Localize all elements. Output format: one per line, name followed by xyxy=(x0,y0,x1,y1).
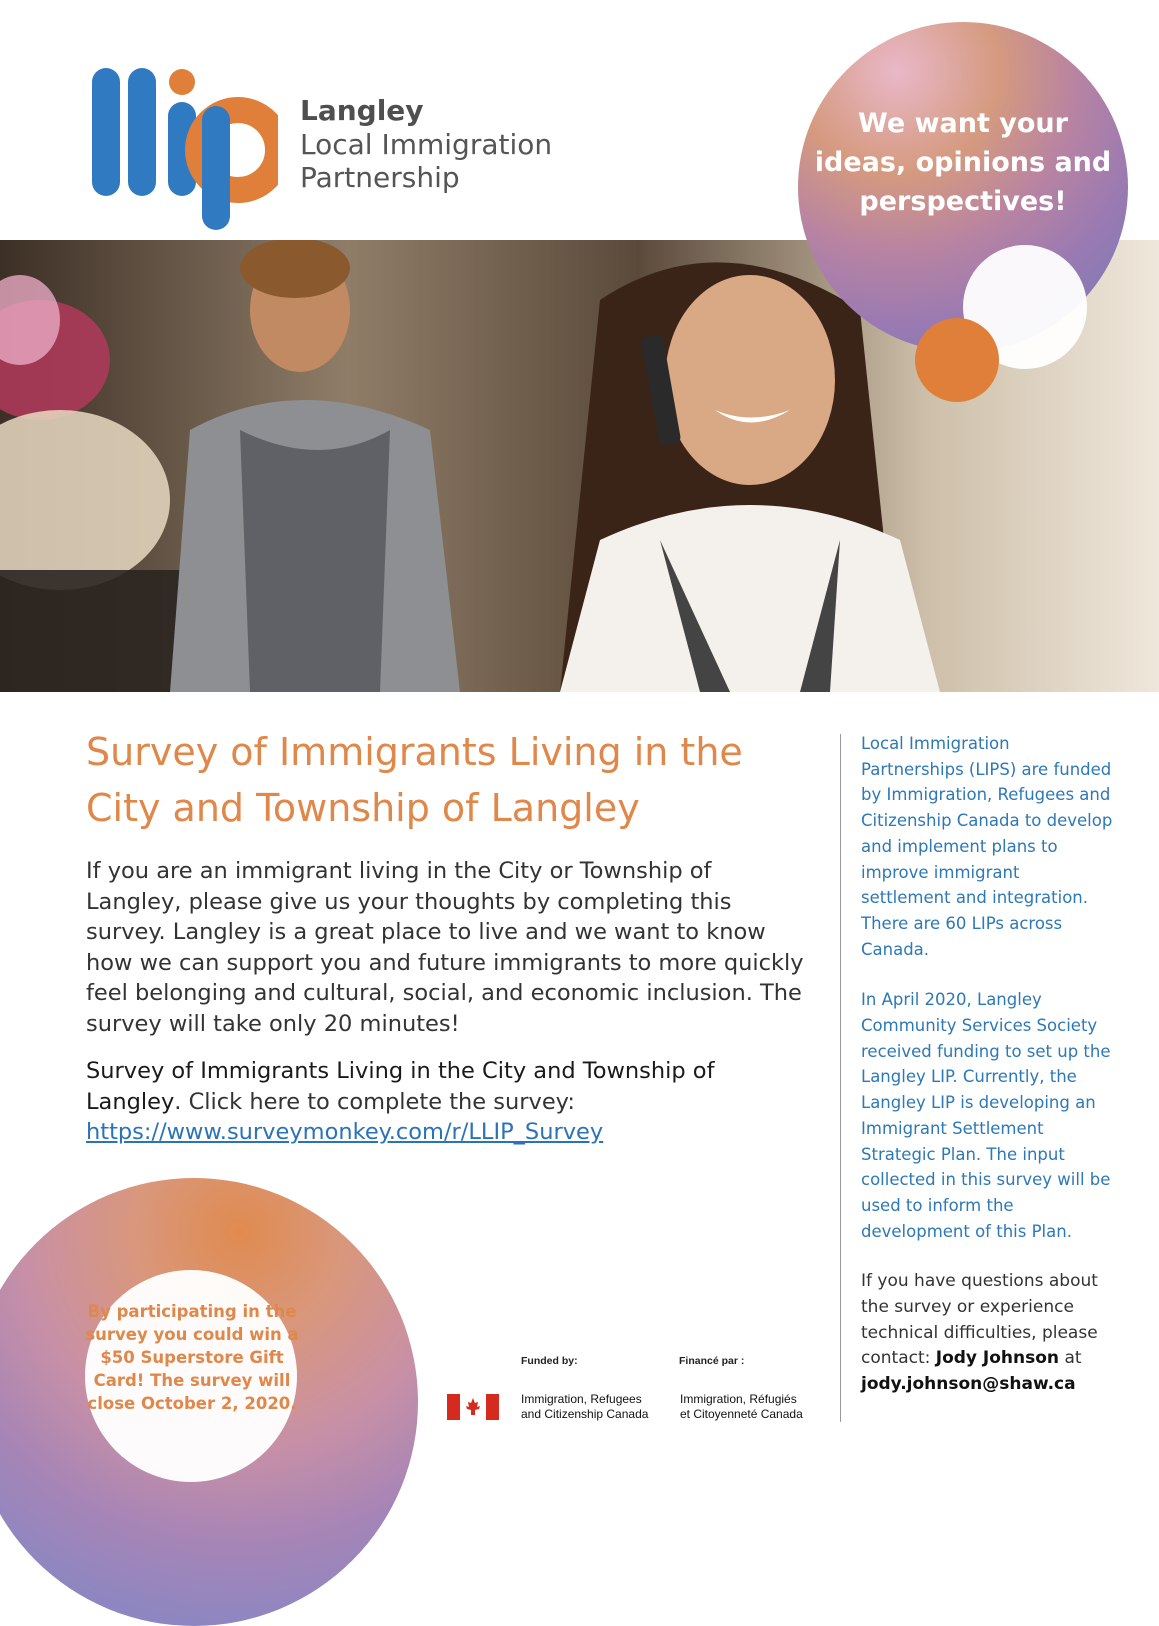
survey-link[interactable]: https://www.surveymonkey.com/r/LLIP_Survey xyxy=(86,1119,604,1145)
contact-email[interactable]: jody.johnson@shaw.ca xyxy=(861,1374,1076,1395)
logo-wordmark xyxy=(300,94,552,194)
department-en-line-1: Immigration, Refugees xyxy=(521,1392,642,1406)
llip-logo-icon xyxy=(88,62,278,230)
page-title: Survey of Immigrants Living in the City and Township of Langley xyxy=(86,730,743,830)
department-name-fr xyxy=(680,1392,803,1422)
contact-name: Jody Johnson xyxy=(935,1348,1060,1369)
department-en-line-2: and Citizenship Canada xyxy=(521,1407,649,1421)
callout-text: We want your ideas, opinions and perspectives! xyxy=(814,107,1112,217)
funded-by-label: Funded by: xyxy=(521,1355,578,1367)
contact-prefix: If you have questions about the survey or experience technical difficulties, please contact: xyxy=(861,1271,1098,1369)
column-divider xyxy=(840,734,841,1422)
sidebar-langley-lip-info: In April 2020, Langley Community Services Society received funding to set up the Langley LIP. Currently, the Langley LIP is developing an Immigrant Settlement Strategic Plan. The input collected in this survey will be used to inform the development of this Plan. xyxy=(861,990,1111,1241)
contact-at: at xyxy=(1059,1348,1082,1369)
click-text: . Click here to complete the survey: xyxy=(174,1088,575,1115)
department-fr-line-1: Immigration, Réfugiés xyxy=(680,1392,797,1406)
department-fr-line-2: et Citoyenneté Canada xyxy=(680,1407,803,1421)
logo-line-3: Partnership xyxy=(300,161,460,194)
sidebar-contact xyxy=(861,1269,1113,1398)
intro-paragraph: If you are an immigrant living in the City or Township of Langley, please give us your thoughts by completing this survey. Langley is a great place to live and we want to know how we can support you and future immigrants to more quickly feel belonging and cultural, social, and economic inclusion. The survey will take only 20 minutes! xyxy=(86,858,804,1037)
canada-flag-icon xyxy=(447,1394,499,1420)
decorative-orange-circle xyxy=(915,318,999,402)
survey-call-to-action xyxy=(86,1056,726,1148)
sidebar xyxy=(861,731,1113,1398)
logo-line-2: Local Immigration xyxy=(300,128,553,161)
department-name-en xyxy=(521,1392,648,1422)
sidebar-lips-info: Local Immigration Partnerships (LIPS) are funded by Immigration, Refugees and Citizenship Canada to develop and implement plans to improve immigrant settlement and integration. There are 60 LIPs across Canada. xyxy=(861,734,1113,959)
logo-line-1: Langley xyxy=(300,94,424,127)
prize-text: By participating in the survey you could win a $50 Superstore Gift Card! The survey will close October 2, 2020. xyxy=(85,1302,299,1413)
survey-name: Survey of Immigrants Living in the City and Township of Langley xyxy=(86,1058,715,1115)
finance-par-label: Financé par : xyxy=(679,1355,745,1367)
